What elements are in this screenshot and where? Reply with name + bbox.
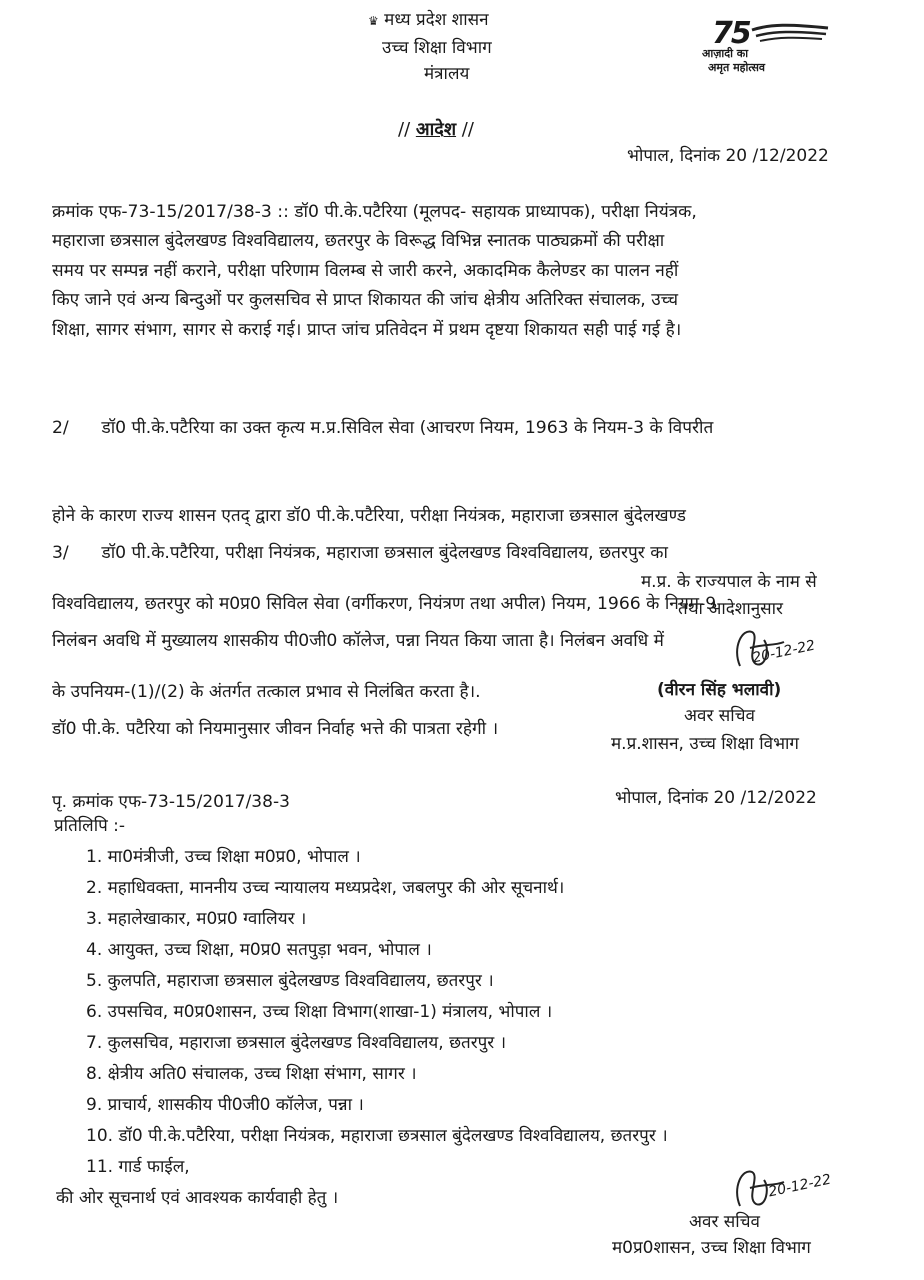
order-date: भोपाल, दिनांक 20 /12/2022	[627, 146, 829, 166]
governor-order-line-2: तथा आदेशानुसार	[678, 599, 784, 619]
logo-line2: अमृत महोत्सव	[708, 61, 766, 74]
copy-signatory-designation: अवर सचिव	[689, 1212, 760, 1232]
paragraph-line: समय पर सम्पन्न नहीं कराने, परीक्षा परिणाम विलम्ब से जारी करने, अकादमिक कैलेण्डर का पालन नहीं	[52, 260, 679, 281]
governor-order-line: म.प्र. के राज्यपाल के नाम से	[641, 572, 817, 592]
list-item: 3. महालेखाकार, म0प्र0 ग्वालियर ।	[86, 909, 307, 929]
paragraph-line: क्रमांक एफ-73-15/2017/38-3 :: डॉ0 पी.के.पटैरिया (मूलपद- सहायक प्राध्यापक), परीक्षा नियंत्रक,	[52, 202, 697, 222]
paragraph-line: होने के कारण राज्य शासन एतद् द्वारा डॉ0 पी.के.पटैरिया, परीक्षा नियंत्रक, महाराजा छत्रसाल बुंदेलखण्ड	[52, 506, 686, 527]
copy-heading: प्रतिलिपि :-	[54, 816, 126, 836]
paragraph-line: शिक्षा, सागर संभाग, सागर से कराई गई। प्राप्त जांच प्रतिवेदन में प्रथम दृष्टया शिकायत सही पाई गई है।	[52, 319, 682, 340]
list-item: 4. आयुक्त, उच्च शिक्षा, म0प्र0 सतपुड़ा भवन, भोपाल ।	[86, 940, 432, 960]
list-item: 6. उपसचिव, म0प्र0शासन, उच्च शिक्षा विभाग(शाखा-1) मंत्रालय, भोपाल ।	[86, 1002, 553, 1022]
copy-date: भोपाल, दिनांक 20 /12/2022	[615, 788, 817, 808]
logo-number: 75	[712, 16, 750, 51]
signatory-department: म.प्र.शासन, उच्च शिक्षा विभाग	[611, 734, 800, 754]
copy-closing: की ओर सूचनार्थ एवं आवश्यक कार्यवाही हेतु ।	[56, 1188, 339, 1208]
paragraph-line: किए जाने एवं अन्य बिन्दुओं पर कुलसचिव से प्राप्त शिकायत की जांच क्षेत्रीय अतिरिक्त संचालक, उच्च	[52, 290, 679, 311]
signatory-designation: अवर सचिव	[684, 706, 755, 726]
header-line-government: ♛ मध्य प्रदेश शासन	[368, 10, 489, 30]
order-title: // आदेश //	[398, 119, 474, 140]
paragraph-1	[52, 198, 858, 345]
list-item: 5. कुलपति, महाराजा छत्रसाल बुंदेलखण्ड विश्वविद्यालय, छतरपुर ।	[86, 971, 494, 991]
paragraph-line: 2/ डॉ0 पी.के.पटैरिया का उक्त कृत्य म.प्र.सिविल सेवा (आचरण नियम, 1963 के नियम-3 के विपरीत	[52, 417, 714, 438]
header-line-ministry: मंत्रालय	[424, 64, 470, 84]
signature-date: 20-12-22	[751, 637, 817, 667]
header-line-department: उच्च शिक्षा विभाग	[382, 38, 492, 58]
copy-signatory-department: म0प्र0शासन, उच्च शिक्षा विभाग	[612, 1238, 811, 1258]
state-emblem-icon: ♛	[368, 14, 379, 28]
paragraph-line: के उपनियम-(1)/(2) के अंतर्गत तत्काल प्रभाव से निलंबित करता है।.	[52, 682, 481, 703]
logo-line1: आज़ादी का	[702, 47, 749, 60]
paragraph-line: महाराजा छत्रसाल बुंदेलखण्ड विश्वविद्यालय, छतरपुर के विरूद्ध विभिन्न स्नातक पाठ्यक्रमों की परीक्षा	[52, 231, 665, 252]
azadi-logo	[700, 16, 840, 78]
signatory-name: (वीरन सिंह भलावी)	[657, 680, 782, 700]
copy-list	[86, 845, 668, 1186]
paragraph-line: 3/ डॉ0 पी.के.पटैरिया, परीक्षा नियंत्रक, महाराजा छत्रसाल बुंदेलखण्ड विश्वविद्यालय, छतरपुर का	[52, 542, 668, 563]
signature-date-2: 20-12-22	[767, 1171, 833, 1201]
paragraph-line: विश्वविद्यालय, छतरपुर को म0प्र0 सिविल सेवा (वर्गीकरण, नियंत्रण तथा अपील) नियम, 1966 के नियम-9	[52, 594, 717, 615]
paragraph-line: डॉ0 पी.के. पटैरिया को नियमानुसार जीवन निर्वाह भत्ते की पात्रता रहेगी ।	[52, 719, 499, 740]
list-item: 11. गार्ड फाईल,	[86, 1157, 190, 1177]
list-item: 1. मा0मंत्रीजी, उच्च शिक्षा म0प्र0, भोपाल ।	[86, 847, 361, 867]
list-item: 9. प्राचार्य, शासकीय पी0जी0 कॉलेज, पन्ना ।	[86, 1095, 364, 1115]
flag-stripes-icon	[750, 22, 830, 44]
list-item: 7. कुलसचिव, महाराजा छत्रसाल बुंदेलखण्ड विश्वविद्यालय, छतरपुर ।	[86, 1033, 507, 1053]
list-item: 8. क्षेत्रीय अति0 संचालक, उच्च शिक्षा संभाग, सागर ।	[86, 1064, 417, 1084]
paragraph-line: निलंबन अवधि में मुख्यालय शासकीय पी0जी0 कॉलेज, पन्ना नियत किया जाता है। निलंबन अवधि में	[52, 631, 664, 652]
list-item: 10. डॉ0 पी.के.पटैरिया, परीक्षा नियंत्रक, महाराजा छत्रसाल बुंदेलखण्ड विश्वविद्यालय, छतरपुर ।	[86, 1126, 668, 1146]
copy-ref-number: पृ. क्रमांक एफ-73-15/2017/38-3	[52, 792, 290, 812]
list-item: 2. महाधिवक्ता, माननीय उच्च न्यायालय मध्यप्रदेश, जबलपुर की ओर सूचनार्थ।	[86, 878, 565, 898]
